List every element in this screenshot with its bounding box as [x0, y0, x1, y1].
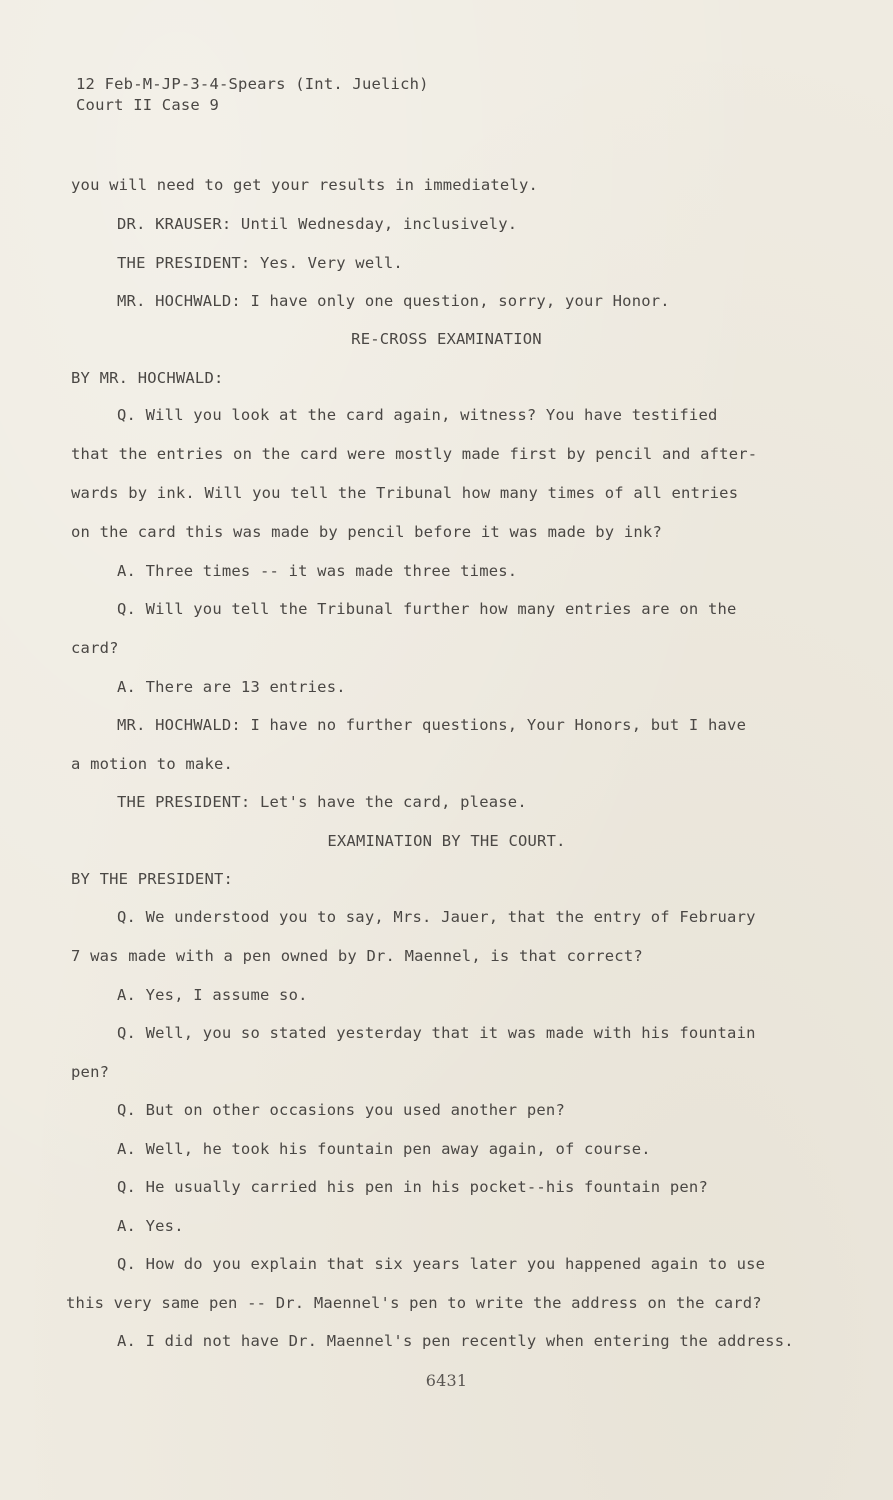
transcript-line: A. I did not have Dr. Maennel's pen recently when entering the address.	[117, 1332, 794, 1350]
transcript-line: a motion to make.	[71, 755, 234, 773]
transcript-line: A. Well, he took his fountain pen away again, of course.	[117, 1140, 651, 1158]
transcript-line: THE PRESIDENT: Yes. Very well.	[117, 254, 403, 272]
transcript-line: 7 was made with a pen owned by Dr. Maennel, is that correct?	[71, 947, 643, 965]
section-heading-court-examination: EXAMINATION BY THE COURT.	[327, 832, 566, 850]
transcript-line: THE PRESIDENT: Let's have the card, please.	[117, 793, 527, 811]
transcript-line: Q. Will you look at the card again, witness? You have testified	[117, 406, 718, 424]
transcript-line: Q. Will you tell the Tribunal further how many entries are on the	[117, 600, 737, 618]
examiner-heading: BY THE PRESIDENT:	[71, 870, 234, 888]
transcript-line: pen?	[71, 1063, 110, 1081]
transcript-line: this very same pen -- Dr. Maennel's pen to write the address on the card?	[66, 1294, 762, 1312]
page-number: 6431	[425, 1371, 468, 1390]
transcript-line: DR. KRAUSER: Until Wednesday, inclusively.	[117, 215, 518, 233]
transcript-line: that the entries on the card were mostly made first by pencil and after-	[71, 445, 758, 463]
header-case-reference: 12 Feb-M-JP-3-4-Spears (Int. Juelich)	[76, 75, 429, 93]
transcript-line: on the card this was made by pencil before it was made by ink?	[71, 523, 662, 541]
transcript-line: A. Yes.	[117, 1217, 184, 1235]
examiner-heading: BY MR. HOCHWALD:	[71, 369, 224, 387]
transcript-line: MR. HOCHWALD: I have only one question, sorry, your Honor.	[117, 292, 670, 310]
transcript-line: MR. HOCHWALD: I have no further questions, Your Honors, but I have	[117, 716, 747, 734]
transcript-line: card?	[71, 639, 119, 657]
section-heading-re-cross: RE-CROSS EXAMINATION	[351, 330, 542, 348]
transcript-line: you will need to get your results in immediately.	[71, 176, 539, 194]
transcript-line: Q. We understood you to say, Mrs. Jauer, that the entry of February	[117, 908, 756, 926]
transcript-line: Q. How do you explain that six years later you happened again to use	[117, 1255, 766, 1273]
transcript-line: A. Three times -- it was made three times.	[117, 562, 518, 580]
transcript-line: Q. Well, you so stated yesterday that it was made with his fountain	[117, 1024, 756, 1042]
header-court: Court II Case 9	[76, 96, 219, 114]
transcript-line: Q. He usually carried his pen in his pocket--his fountain pen?	[117, 1178, 708, 1196]
transcript-line: wards by ink. Will you tell the Tribunal how many times of all entries	[71, 484, 739, 502]
transcript-line: Q. But on other occasions you used another pen?	[117, 1101, 565, 1119]
transcript-line: A. Yes, I assume so.	[117, 986, 308, 1004]
transcript-line: A. There are 13 entries.	[117, 678, 346, 696]
